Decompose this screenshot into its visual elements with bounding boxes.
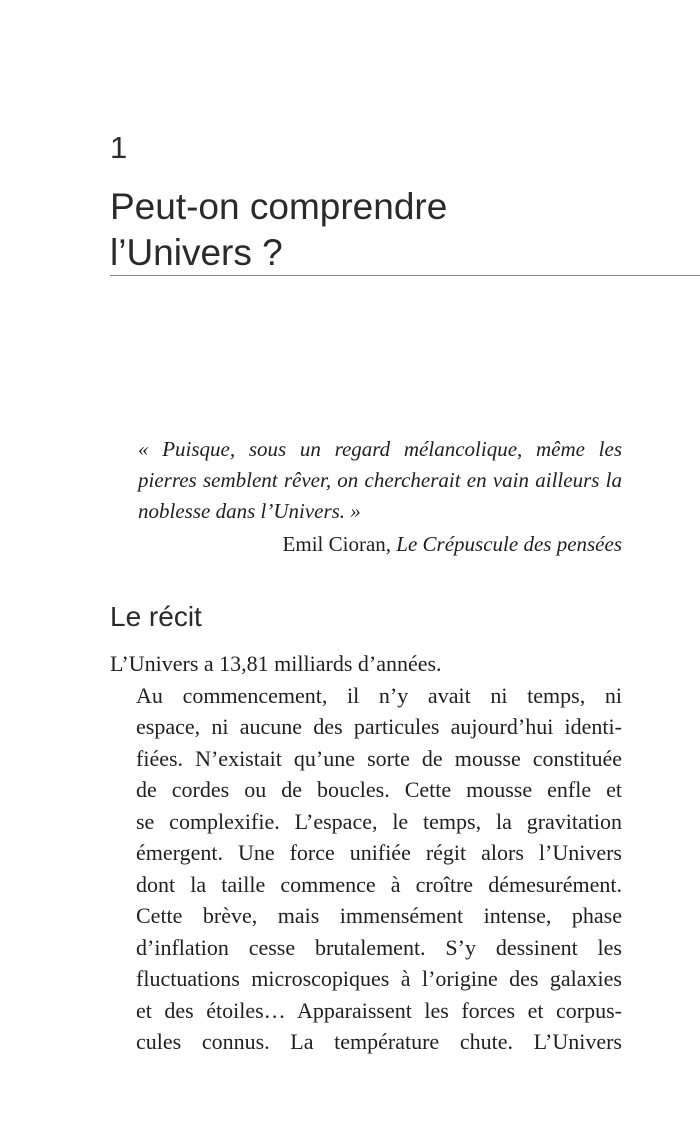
paragraph-2-line: de cordes ou de boucles. Cette mousse enfle et	[136, 777, 622, 802]
paragraph-2-line: émergent. Une force unifiée régit alors l’Univers	[136, 840, 622, 865]
section-title: Le récit	[110, 601, 202, 632]
title-divider	[110, 275, 700, 276]
epigraph-author: Emil Cioran,	[282, 532, 392, 556]
paragraph-2-line: cules connus. La température chute. L’Univers	[136, 1029, 622, 1054]
epigraph-quote: « Puisque, sous un regard mélancolique, même les pierres semblent rêver, on chercherait en vain ailleurs la noblesse dans l’Univers. »	[138, 437, 622, 523]
chapter-title-line-1: Peut-on comprendre	[110, 186, 448, 227]
paragraph-2-line: espace, ni aucune des particules aujourd’hui identi-	[136, 714, 622, 739]
epigraph	[138, 434, 622, 560]
paragraph-2-line: se complexifie. L’espace, le temps, la gravitation	[136, 808, 622, 834]
paragraph-2-line: d’inflation cesse brutalement. S’y dessinent les	[136, 934, 622, 960]
paragraph-2-line: Au commencement, il n’y avait ni temps, ni	[136, 682, 622, 708]
paragraph-2	[110, 680, 622, 1058]
chapter-number: 1	[110, 130, 128, 165]
epigraph-work: Le Crépuscule des pensées	[396, 532, 622, 556]
paragraph-2-line: Cette brève, mais immensément intense, phase	[136, 903, 622, 928]
epigraph-attribution	[138, 529, 622, 560]
paragraph-2-line: fiées. N’existait qu’une sorte de mousse constituée	[136, 745, 622, 771]
chapter-title	[110, 184, 690, 276]
paragraph-2-line: et des étoiles… Apparaissent les forces et corpus-	[136, 997, 622, 1023]
paragraph-2-line: fluctuations microscopiques à l’origine des galaxies	[136, 966, 622, 991]
chapter-title-line-2: l’Univers ?	[110, 232, 283, 273]
paragraph-2-line: dont la taille commence à croître démesurément.	[136, 871, 622, 897]
body-text	[110, 648, 622, 1058]
paragraph-1: L’Univers a 13,81 milliards d’années.	[110, 651, 442, 676]
